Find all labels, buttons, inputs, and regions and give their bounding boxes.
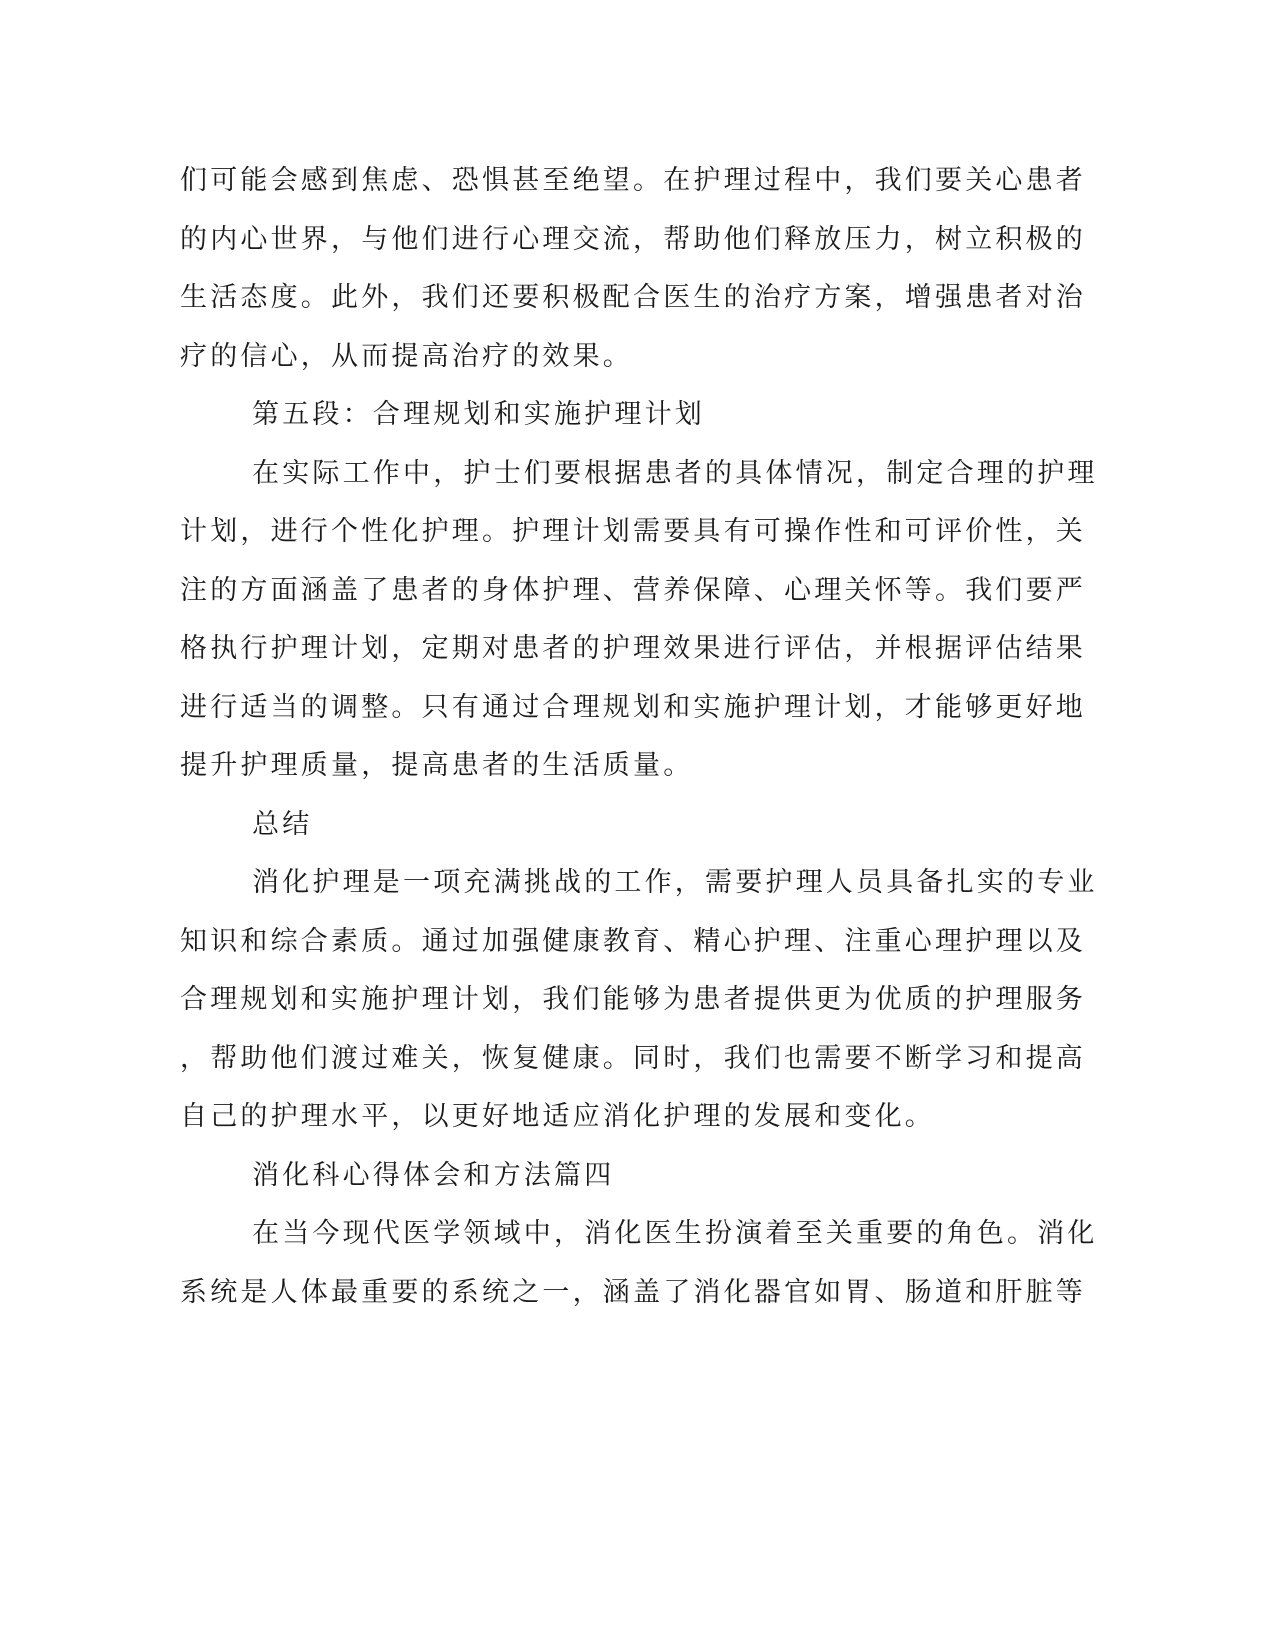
text-line: 提升护理质量，提高患者的生活质量。: [180, 750, 694, 781]
text-line: 计划，进行个性化护理。护理计划需要具有可操作性和可评价性，关: [180, 516, 1086, 547]
text-line: 们可能会感到焦虑、恐惧甚至绝望。在护理过程中，我们要关心患者: [180, 165, 1086, 196]
text-line: 的内心世界，与他们进行心理交流，帮助他们释放压力，树立积极的: [180, 223, 1086, 255]
text-line: 在实际工作中，护士们要根据患者的具体情况，制定合理的护理: [252, 457, 1098, 489]
text-line: 合理规划和实施护理计划，我们能够为患者提供更为优质的护理服务: [180, 984, 1086, 1015]
text-line: 进行适当的调整。只有通过合理规划和实施护理计划，才能够更好地: [180, 691, 1086, 723]
text-line: 自己的护理水平，以更好地适应消化护理的发展和变化。: [180, 1101, 935, 1132]
text-line: 疗的信心，从而提高治疗的效果。: [180, 340, 633, 372]
text-line: 消化护理是一项充满挑战的工作，需要护理人员具备扎实的专业: [252, 867, 1098, 898]
text-line: 生活态度。此外，我们还要积极配合医生的治疗方案，增强患者对治: [180, 282, 1086, 313]
text-line: 知识和综合素质。通过加强健康教育、精心护理、注重心理护理以及: [180, 925, 1086, 957]
text-line: 总结: [252, 808, 313, 840]
text-line: 注的方面涵盖了患者的身体护理、营养保障、心理关怀等。我们要严: [180, 574, 1086, 606]
text-line: ，帮助他们渡过难关，恢复健康。同时，我们也需要不断学习和提高: [180, 1042, 1086, 1074]
document-body: [180, 152, 1098, 1322]
text-line: 系统是人体最重要的系统之一，涵盖了消化器官如胃、肠道和肝脏等: [180, 1276, 1086, 1308]
text-line: 格执行护理计划，定期对患者的护理效果进行评估，并根据评估结果: [180, 633, 1086, 664]
text-line: 消化科心得体会和方法篇四: [252, 1159, 615, 1191]
text-line: 第五段：合理规划和实施护理计划: [252, 399, 705, 430]
text-line: 在当今现代医学领域中，消化医生扮演着至关重要的角色。消化: [252, 1218, 1098, 1249]
